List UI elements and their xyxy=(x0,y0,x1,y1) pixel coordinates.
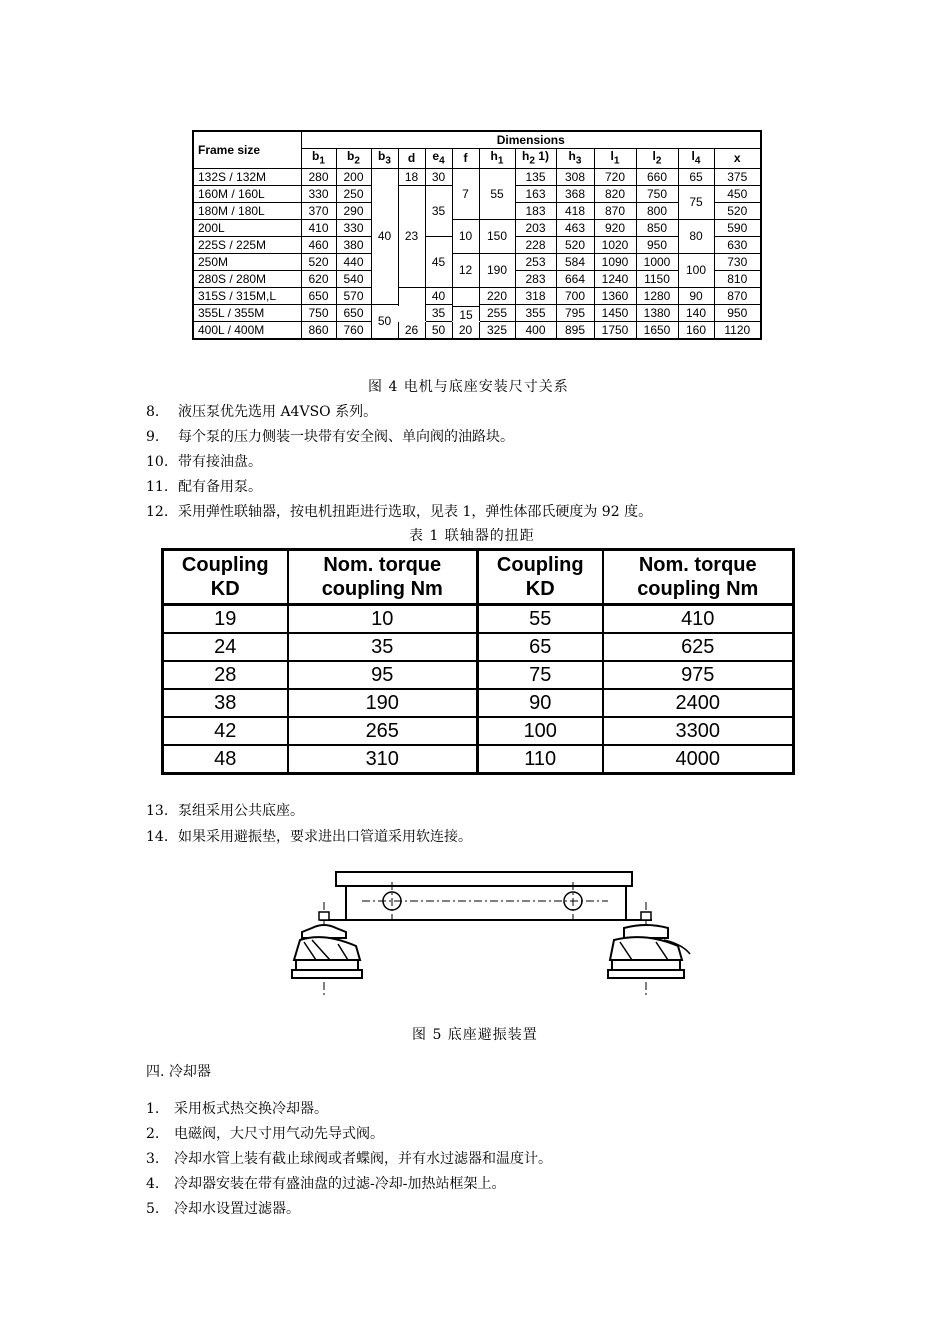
kd-cell: 19 xyxy=(163,605,288,634)
header-coupling-kd: Coupling KD xyxy=(478,550,603,605)
h3-cell: 700 xyxy=(556,288,594,305)
list-item: 5. 冷却水设置过滤器。 xyxy=(146,1201,300,1217)
h1-cell: 190 xyxy=(479,254,515,288)
l4-cell: 75 xyxy=(678,186,714,220)
col-header-x: x xyxy=(714,149,761,169)
kd-cell: 42 xyxy=(163,717,288,745)
kd-cell: 28 xyxy=(163,661,288,689)
b1-cell: 280 xyxy=(301,169,336,186)
b2-cell: 380 xyxy=(336,237,371,254)
col-header-h2: $h_2$ 1) xyxy=(515,149,556,169)
b1-cell: 520 xyxy=(301,254,336,271)
l2-cell: 800 xyxy=(636,203,678,220)
h1-cell: 150 xyxy=(479,220,515,254)
d-cell: 26 xyxy=(398,322,425,340)
l4-cell: 140 xyxy=(678,305,714,322)
frame-cell: 250M xyxy=(193,254,301,271)
b1-cell: 650 xyxy=(301,288,336,305)
h3-cell: 368 xyxy=(556,186,594,203)
l2-cell: 1380 xyxy=(636,305,678,322)
b1-cell: 860 xyxy=(301,322,336,340)
kd-cell: 65 xyxy=(478,633,603,661)
h2-cell: 355 xyxy=(515,305,556,322)
base-beam xyxy=(346,886,626,920)
frame-cell: 225S / 225M xyxy=(193,237,301,254)
base-vibration-mount-drawing xyxy=(290,862,700,1002)
f-cell: 10 xyxy=(452,220,479,254)
list-item: 3. 冷却水管上装有截止球阀或者蝶阀，并有水过滤器和温度计。 xyxy=(146,1151,552,1167)
kd-cell: 55 xyxy=(478,605,603,634)
x-cell: 1120 xyxy=(714,322,761,340)
h3-cell: 895 xyxy=(556,322,594,340)
header-nom-torque: Nom. torque coupling Nm xyxy=(288,550,478,605)
h3-cell: 664 xyxy=(556,271,594,288)
header-nom-torque: Nom. torque coupling Nm xyxy=(603,550,794,605)
l1-cell: 1450 xyxy=(594,305,636,322)
table-row xyxy=(163,633,794,661)
table-row xyxy=(163,745,794,774)
list-item: 11. 配有备用泵。 xyxy=(146,479,262,495)
torque-cell: 3300 xyxy=(603,717,794,745)
col-header-b2: $b_2$ xyxy=(336,149,371,169)
coupling-header-row xyxy=(163,550,794,605)
col-header-e4: $e_4$ xyxy=(425,149,452,169)
x-cell: 590 xyxy=(714,220,761,237)
torque-cell: 410 xyxy=(603,605,794,634)
torque-cell: 10 xyxy=(288,605,478,634)
l1-cell: 1360 xyxy=(594,288,636,305)
col-header-f: f xyxy=(452,149,479,169)
l2-cell: 950 xyxy=(636,237,678,254)
b2-cell: 290 xyxy=(336,203,371,220)
l4-cell: 80 xyxy=(678,220,714,254)
kd-cell: 90 xyxy=(478,689,603,717)
table-row xyxy=(193,322,761,340)
frame-cell: 132S / 132M xyxy=(193,169,301,186)
frame-cell: 280S / 280M xyxy=(193,271,301,288)
table-1-caption: 表 1 联轴器的扭距 xyxy=(409,528,535,544)
h2-cell: 135 xyxy=(515,169,556,186)
coupling-table xyxy=(161,548,795,775)
h2-cell: 253 xyxy=(515,254,556,271)
frame-cell: 355L / 355M xyxy=(193,305,301,322)
h3-cell: 795 xyxy=(556,305,594,322)
h2-cell: 203 xyxy=(515,220,556,237)
e4-cell: 45 xyxy=(425,237,452,288)
f-cell: 12 xyxy=(452,254,479,288)
b2-cell: 440 xyxy=(336,254,371,271)
h1-cell: 255 xyxy=(479,305,515,322)
l4-cell: 160 xyxy=(678,322,714,340)
h3-cell: 463 xyxy=(556,220,594,237)
torque-cell: 625 xyxy=(603,633,794,661)
kd-cell: 38 xyxy=(163,689,288,717)
b3-cell: 40 xyxy=(371,169,398,305)
h2-cell: 163 xyxy=(515,186,556,203)
dimensions-header: Dimensions xyxy=(301,131,761,149)
col-header-l2: $l_2$ xyxy=(636,149,678,169)
x-cell: 630 xyxy=(714,237,761,254)
h2-cell: 228 xyxy=(515,237,556,254)
figure-4-caption: 图 4 电机与底座安装尺寸关系 xyxy=(368,379,569,395)
b2-cell: 650 xyxy=(336,305,371,322)
l2-cell: 1280 xyxy=(636,288,678,305)
l4-cell: 100 xyxy=(678,254,714,288)
torque-cell: 4000 xyxy=(603,745,794,774)
torque-cell: 95 xyxy=(288,661,478,689)
e4-cell: 35 xyxy=(425,305,452,322)
l4-cell: 65 xyxy=(678,169,714,186)
b1-cell: 460 xyxy=(301,237,336,254)
b2-cell: 540 xyxy=(336,271,371,288)
h1-cell: 325 xyxy=(479,322,515,340)
l2-cell: 850 xyxy=(636,220,678,237)
h2-cell: 183 xyxy=(515,203,556,220)
h3-cell: 308 xyxy=(556,169,594,186)
b2-cell: 760 xyxy=(336,322,371,340)
b2-cell: 200 xyxy=(336,169,371,186)
list-item: 1. 采用板式热交换冷却器。 xyxy=(146,1101,328,1117)
f-cell: 7 xyxy=(452,169,479,220)
frame-cell: 400L / 400M xyxy=(193,322,301,340)
frame-cell: 160M / 160L xyxy=(193,186,301,203)
b1-cell: 410 xyxy=(301,220,336,237)
h2-cell: 283 xyxy=(515,271,556,288)
x-cell: 450 xyxy=(714,186,761,203)
l1-cell: 1240 xyxy=(594,271,636,288)
d-cell-filler xyxy=(397,306,424,322)
l2-cell: 1150 xyxy=(636,271,678,288)
l1-cell: 920 xyxy=(594,220,636,237)
x-cell: 520 xyxy=(714,203,761,220)
b2-cell: 570 xyxy=(336,288,371,305)
list-item: 13. 泵组采用公共底座。 xyxy=(146,803,304,819)
d-cell: 18 xyxy=(398,169,425,186)
frame-cell: 315S / 315M,L xyxy=(193,288,301,305)
f-cell: 20 xyxy=(452,322,479,340)
list-item: 4. 冷却器安装在带有盛油盘的过滤-冷却-加热站框架上。 xyxy=(146,1176,506,1192)
table-row xyxy=(193,254,761,271)
list-item: 9. 每个泵的压力侧装一块带有安全阀、单向阀的油路块。 xyxy=(146,429,514,445)
x-cell: 375 xyxy=(714,169,761,186)
x-cell: 730 xyxy=(714,254,761,271)
table-row xyxy=(193,220,761,237)
kd-cell: 110 xyxy=(478,745,603,774)
col-header-b3: $b_3$ xyxy=(371,149,398,169)
torque-cell: 190 xyxy=(288,689,478,717)
x-cell: 950 xyxy=(714,305,761,322)
torque-cell: 265 xyxy=(288,717,478,745)
torque-cell: 2400 xyxy=(603,689,794,717)
h3-cell: 584 xyxy=(556,254,594,271)
h2-cell: 400 xyxy=(515,322,556,340)
l2-cell: 1650 xyxy=(636,322,678,340)
list-item: 8. 液压泵优先选用 A4VSO 系列。 xyxy=(146,404,378,420)
list-item: 12. 采用弹性联轴器，按电机扭距进行选取，见表 1，弹性体邵氏硬度为 92 度。 xyxy=(146,504,653,520)
left-rubber-mount xyxy=(292,912,362,978)
b3-cell: 50 xyxy=(371,305,398,340)
l2-cell: 750 xyxy=(636,186,678,203)
l1-cell: 870 xyxy=(594,203,636,220)
l1-cell: 1020 xyxy=(594,237,636,254)
l1-cell: 820 xyxy=(594,186,636,203)
d-cell: 23 xyxy=(398,186,425,288)
col-header-b1: $b_1$ xyxy=(301,149,336,169)
figure-5-caption: 图 5 底座避振装置 xyxy=(412,1027,538,1043)
table-row xyxy=(163,661,794,689)
torque-cell: 975 xyxy=(603,661,794,689)
h1-cell: 220 xyxy=(479,288,515,305)
table-row xyxy=(163,717,794,745)
col-header-l4: $l_4$ xyxy=(678,149,714,169)
h3-cell: 418 xyxy=(556,203,594,220)
kd-cell: 75 xyxy=(478,661,603,689)
col-header-h1: $h_1$ xyxy=(479,149,515,169)
h2-cell: 318 xyxy=(515,288,556,305)
l2-cell: 660 xyxy=(636,169,678,186)
right-rubber-mount xyxy=(608,912,690,978)
col-header-h3: $h_3$ xyxy=(556,149,594,169)
kd-cell: 24 xyxy=(163,633,288,661)
h3-cell: 520 xyxy=(556,237,594,254)
e4-cell: 35 xyxy=(425,186,452,237)
e4-cell: 40 xyxy=(425,288,452,305)
col-header-d: d xyxy=(398,149,425,169)
list-item: 2. 电磁阀，大尺寸用气动先导式阀。 xyxy=(146,1126,384,1142)
kd-cell: 100 xyxy=(478,717,603,745)
table-row xyxy=(193,288,761,305)
list-item: 14. 如果采用避振垫，要求进出口管道采用软连接。 xyxy=(146,829,472,845)
f-cell-355: 15 xyxy=(453,306,479,323)
l1-cell: 1090 xyxy=(594,254,636,271)
b2-cell: 330 xyxy=(336,220,371,237)
l4-cell: 90 xyxy=(678,288,714,305)
b1-cell: 620 xyxy=(301,271,336,288)
header-coupling-kd: Coupling KD xyxy=(163,550,288,605)
b1-cell: 370 xyxy=(301,203,336,220)
frame-cell: 180M / 180L xyxy=(193,203,301,220)
table-row xyxy=(193,169,761,186)
h1-cell: 55 xyxy=(479,169,515,220)
b1-cell: 330 xyxy=(301,186,336,203)
table-row xyxy=(163,605,794,634)
list-item: 10. 带有接油盘。 xyxy=(146,454,262,470)
b2-cell: 250 xyxy=(336,186,371,203)
top-plate xyxy=(336,872,632,886)
col-header-l1: $l_1$ xyxy=(594,149,636,169)
l1-cell: 720 xyxy=(594,169,636,186)
e4-cell: 30 xyxy=(425,169,452,186)
b1-cell: 750 xyxy=(301,305,336,322)
frame-size-header: Frame size xyxy=(193,131,301,169)
frame-cell: 200L xyxy=(193,220,301,237)
x-cell: 870 xyxy=(714,288,761,305)
table-row xyxy=(163,689,794,717)
e4-cell: 50 xyxy=(425,322,452,340)
kd-cell: 48 xyxy=(163,745,288,774)
l2-cell: 1000 xyxy=(636,254,678,271)
torque-cell: 35 xyxy=(288,633,478,661)
torque-cell: 310 xyxy=(288,745,478,774)
section-heading: 四. 冷却器 xyxy=(146,1064,211,1080)
x-cell: 810 xyxy=(714,271,761,288)
l1-cell: 1750 xyxy=(594,322,636,340)
